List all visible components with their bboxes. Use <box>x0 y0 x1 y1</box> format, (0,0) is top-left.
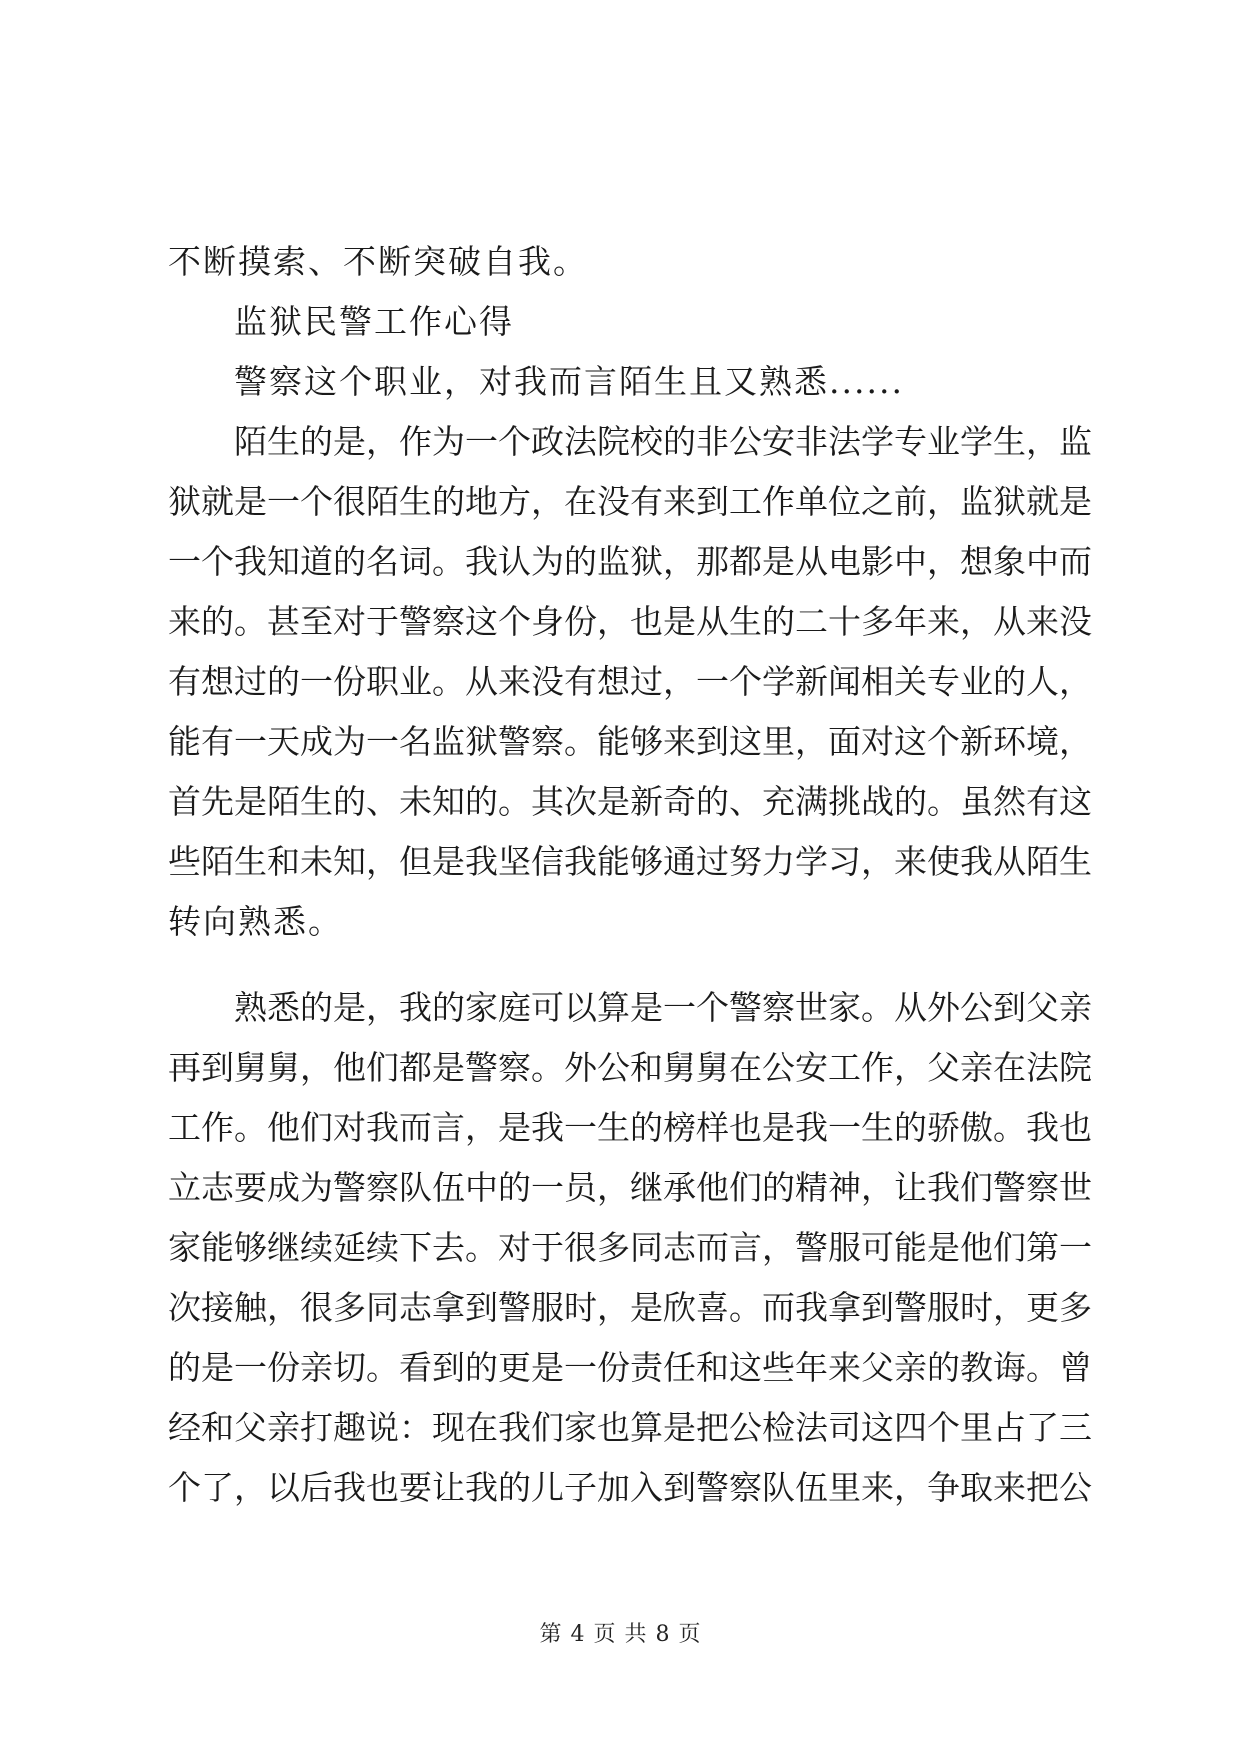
text-line: 立志要成为警察队伍中的一员，继承他们的精神，让我们警察世 <box>168 1168 1092 1207</box>
text-line: 熟悉的是，我的家庭可以算是一个警察世家。从外公到父亲 <box>234 988 1092 1027</box>
text-line: 经和父亲打趣说：现在我们家也算是把公检法司这四个里占了三 <box>168 1408 1092 1447</box>
text-line: 狱就是一个很陌生的地方，在没有来到工作单位之前，监狱就是 <box>168 482 1092 521</box>
section-heading: 监狱民警工作心得 <box>234 302 514 341</box>
text-line: 转向熟悉。 <box>168 902 343 941</box>
text-line: 家能够继续延续下去。对于很多同志而言，警服可能是他们第一 <box>168 1228 1092 1267</box>
text-line: 一个我知道的名词。我认为的监狱，那都是从电影中，想象中而 <box>168 542 1092 581</box>
text-line: 警察这个职业，对我而言陌生且又熟悉...... <box>234 362 904 401</box>
text-line: 再到舅舅，他们都是警察。外公和舅舅在公安工作，父亲在法院 <box>168 1048 1092 1087</box>
text-line: 首先是陌生的、未知的。其次是新奇的、充满挑战的。虽然有这 <box>168 782 1092 821</box>
text-line: 次接触，很多同志拿到警服时，是欣喜。而我拿到警服时，更多 <box>168 1288 1092 1327</box>
text-line: 陌生的是，作为一个政法院校的非公安非法学专业学生，监 <box>234 422 1092 461</box>
text-line: 来的。甚至对于警察这个身份，也是从生的二十多年来，从来没 <box>168 602 1092 641</box>
document-body <box>168 232 1092 1518</box>
text-line: 不断摸索、不断突破自我。 <box>168 242 588 281</box>
text-line: 些陌生和未知，但是我坚信我能够通过努力学习，来使我从陌生 <box>168 842 1092 881</box>
text-line: 能有一天成为一名监狱警察。能够来到这里，面对这个新环境， <box>168 722 1092 761</box>
text-line: 工作。他们对我而言，是我一生的榜样也是我一生的骄傲。我也 <box>168 1108 1092 1147</box>
text-line: 个了，以后我也要让我的儿子加入到警察队伍里来，争取来把公 <box>168 1468 1092 1507</box>
text-line: 有想过的一份职业。从来没有想过，一个学新闻相关专业的人， <box>168 662 1092 701</box>
text-line: 的是一份亲切。看到的更是一份责任和这些年来父亲的教诲。曾 <box>168 1348 1092 1387</box>
page-number-footer: 第 4 页 共 8 页 <box>539 1622 702 1647</box>
